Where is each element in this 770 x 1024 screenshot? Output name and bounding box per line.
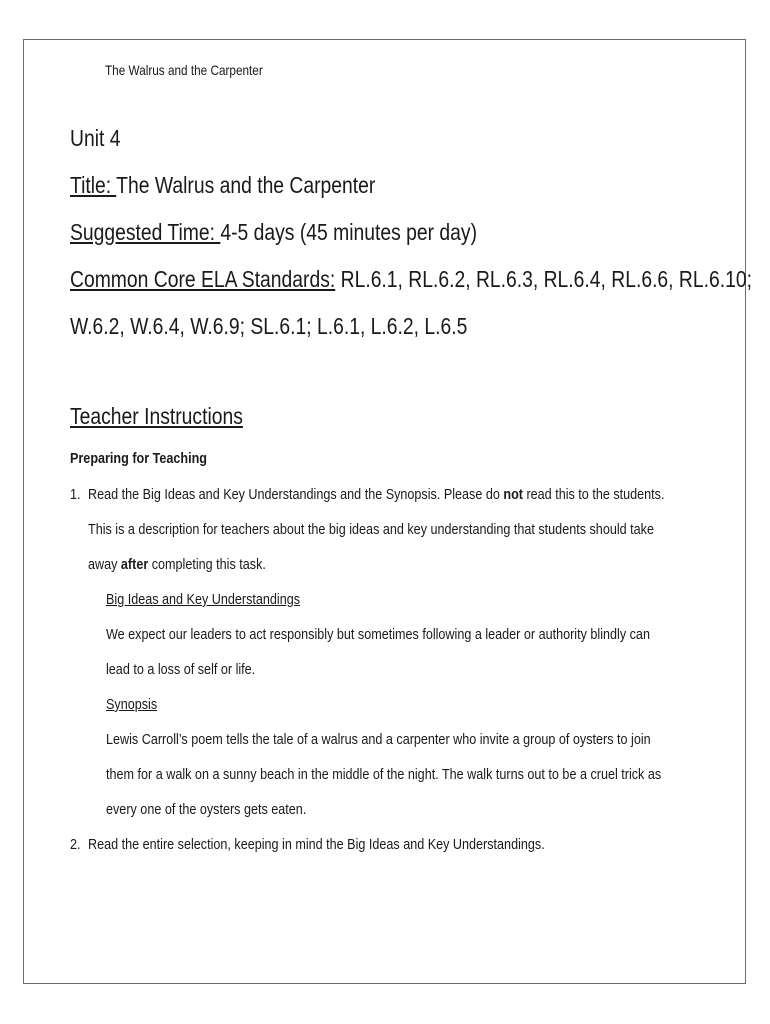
title-label: Title: (70, 172, 117, 198)
standards-value-1: RL.6.1, RL.6.2, RL.6.3, RL.6.4, RL.6.6, RL.6.10; (335, 266, 752, 292)
unit-label: Unit 4 (70, 125, 121, 151)
big-ideas-line-1: We expect our leaders to act responsibly but sometimes following a leader or authority blindly can (106, 626, 650, 643)
running-header (105, 62, 293, 78)
standards-value-2: W.6.2, W.6.4, W.6.9; SL.6.1; L.6.1, L.6.2, L.6.5 (70, 313, 468, 339)
preparing-heading: Preparing for Teaching (70, 450, 207, 467)
title-value: The Walrus and the Carpenter (116, 172, 376, 198)
suggested-time-label: Suggested Time: (70, 219, 221, 245)
item-2-number: 2. (70, 836, 81, 853)
item-1-line-3: away after completing this task. (88, 556, 266, 573)
header-title: The Walrus and the Carpenter (105, 62, 263, 78)
synopsis-heading: Synopsis (106, 696, 158, 713)
synopsis-line-2: them for a walk on a sunny beach in the middle of the night. The walk turns out to be a cruel trick as (106, 766, 662, 783)
item-1-line-2: This is a description for teachers about the big ideas and key understanding that students should take (88, 521, 654, 538)
standards-label: Common Core ELA Standards: (70, 266, 336, 292)
teacher-instructions-heading: Teacher Instructions (70, 403, 243, 429)
suggested-time-value: 4-5 days (45 minutes per day) (220, 219, 478, 245)
synopsis-line-1: Lewis Carroll’s poem tells the tale of a walrus and a carpenter who invite a group of oysters to join (106, 731, 651, 748)
synopsis-line-3: every one of the oysters gets eaten. (106, 801, 307, 818)
suggested-time-line (70, 218, 555, 246)
item-1-line-1: Read the Big Ideas and Key Understandings and the Synopsis. Please do not read this to the students. (88, 486, 665, 503)
document-page (23, 39, 752, 984)
item-1-number: 1. (70, 486, 81, 503)
standards-line-2 (70, 312, 543, 340)
big-ideas-line-2: lead to a loss of self or life. (106, 661, 256, 678)
title-line (70, 171, 434, 199)
item-2-text: Read the entire selection, keeping in mind the Big Ideas and Key Understandings. (88, 836, 545, 853)
standards-line-1 (70, 265, 770, 293)
big-ideas-heading: Big Ideas and Key Understandings (106, 591, 301, 608)
